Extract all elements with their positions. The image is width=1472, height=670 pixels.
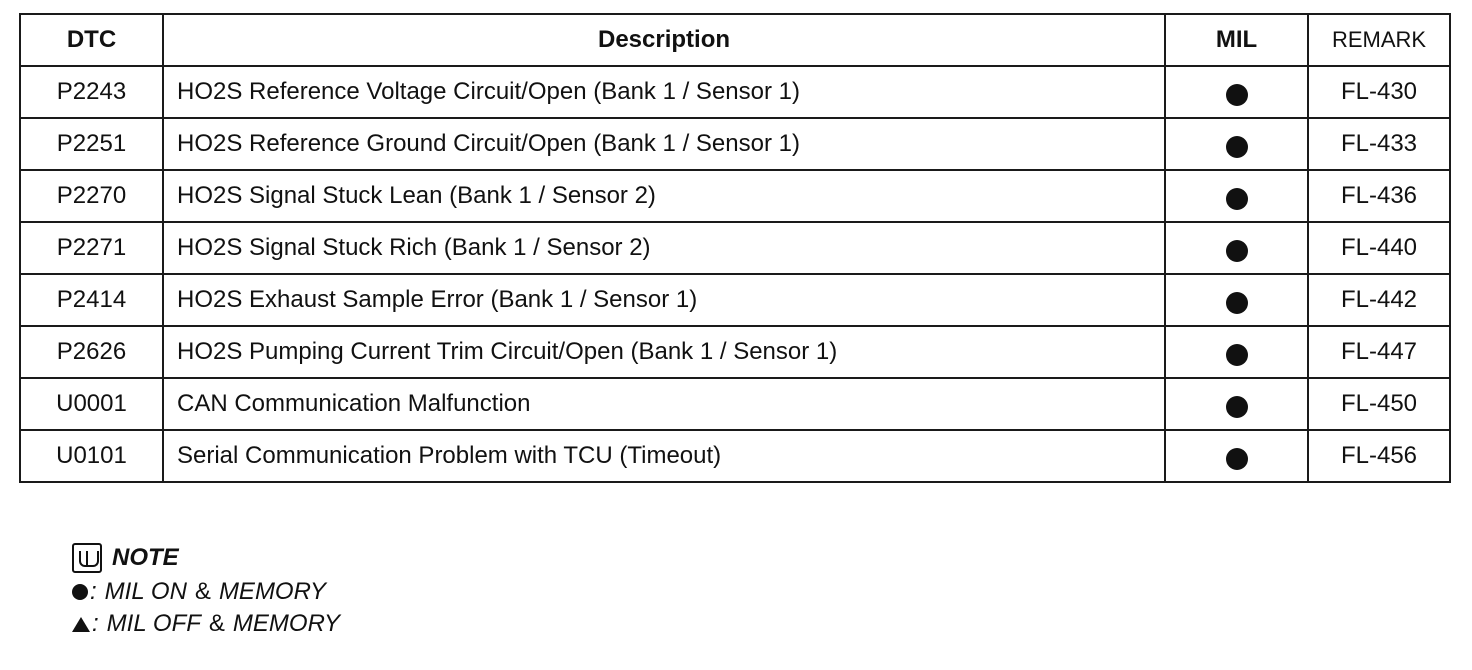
mil-on-dot-icon [1226,344,1248,366]
dtc-description: HO2S Signal Stuck Rich (Bank 1 / Sensor 2) [163,222,1165,274]
header-mil: MIL [1165,14,1308,66]
mil-cell [1165,430,1308,482]
dtc-code: P2243 [20,66,163,118]
mil-on-dot-icon [1226,448,1248,470]
mil-on-dot-icon [1226,396,1248,418]
dtc-description: CAN Communication Malfunction [163,378,1165,430]
legend-separator: : [92,610,99,637]
legend-text-a: MIL ON [104,578,187,605]
mil-on-dot-icon [1226,240,1248,262]
mil-on-dot-icon [1226,136,1248,158]
dtc-description: HO2S Reference Voltage Circuit/Open (Bank 1 / Sensor 1) [163,66,1165,118]
legend-text-b: MEMORY [218,578,327,605]
table-row [20,222,1450,274]
legend-separator: : [90,578,97,605]
legend-ampersand: & [208,610,225,637]
remark-ref: FL-433 [1308,118,1450,170]
remark-ref: FL-450 [1308,378,1450,430]
remark-ref: FL-430 [1308,66,1450,118]
dtc-description: HO2S Pumping Current Trim Circuit/Open (Bank 1 / Sensor 1) [163,326,1165,378]
mil-cell [1165,222,1308,274]
dtc-code: P2270 [20,170,163,222]
dtc-description: HO2S Reference Ground Circuit/Open (Bank 1 / Sensor 1) [163,118,1165,170]
legend-item-mil-off [72,608,340,640]
dtc-table [19,13,1451,483]
note-header [72,540,340,576]
mil-on-dot-icon [1226,188,1248,210]
table-row [20,170,1450,222]
legend-item-mil-on [72,576,340,608]
dtc-code: U0001 [20,378,163,430]
mil-cell [1165,378,1308,430]
mil-on-dot-icon [1226,84,1248,106]
table-header-row [20,14,1450,66]
remark-ref: FL-436 [1308,170,1450,222]
legend-text-b: MEMORY [232,610,341,637]
table-body [20,66,1450,482]
note-title: NOTE [112,544,179,571]
mil-cell [1165,118,1308,170]
table-row [20,326,1450,378]
filled-triangle-icon [72,617,90,632]
table-row [20,118,1450,170]
filled-circle-icon [72,584,88,600]
mil-cell [1165,326,1308,378]
remark-ref: FL-440 [1308,222,1450,274]
dtc-code: P2251 [20,118,163,170]
dtc-description: HO2S Exhaust Sample Error (Bank 1 / Sensor 1) [163,274,1165,326]
header-remark: REMARK [1308,14,1450,66]
table-row [20,378,1450,430]
remark-ref: FL-456 [1308,430,1450,482]
dtc-code: U0101 [20,430,163,482]
remark-ref: FL-447 [1308,326,1450,378]
mil-cell [1165,66,1308,118]
legend-text-a: MIL OFF [106,610,201,637]
header-description: Description [163,14,1165,66]
dtc-description: HO2S Signal Stuck Lean (Bank 1 / Sensor 2) [163,170,1165,222]
remark-ref: FL-442 [1308,274,1450,326]
dtc-code: P2414 [20,274,163,326]
legend-ampersand: & [194,578,211,605]
mil-on-dot-icon [1226,292,1248,314]
table-row [20,430,1450,482]
mil-cell [1165,170,1308,222]
table-row [20,66,1450,118]
header-dtc: DTC [20,14,163,66]
dtc-code: P2626 [20,326,163,378]
table-row [20,274,1450,326]
dtc-code: P2271 [20,222,163,274]
dtc-description: Serial Communication Problem with TCU (Timeout) [163,430,1165,482]
note-section [72,540,340,640]
book-icon [72,543,102,573]
mil-cell [1165,274,1308,326]
